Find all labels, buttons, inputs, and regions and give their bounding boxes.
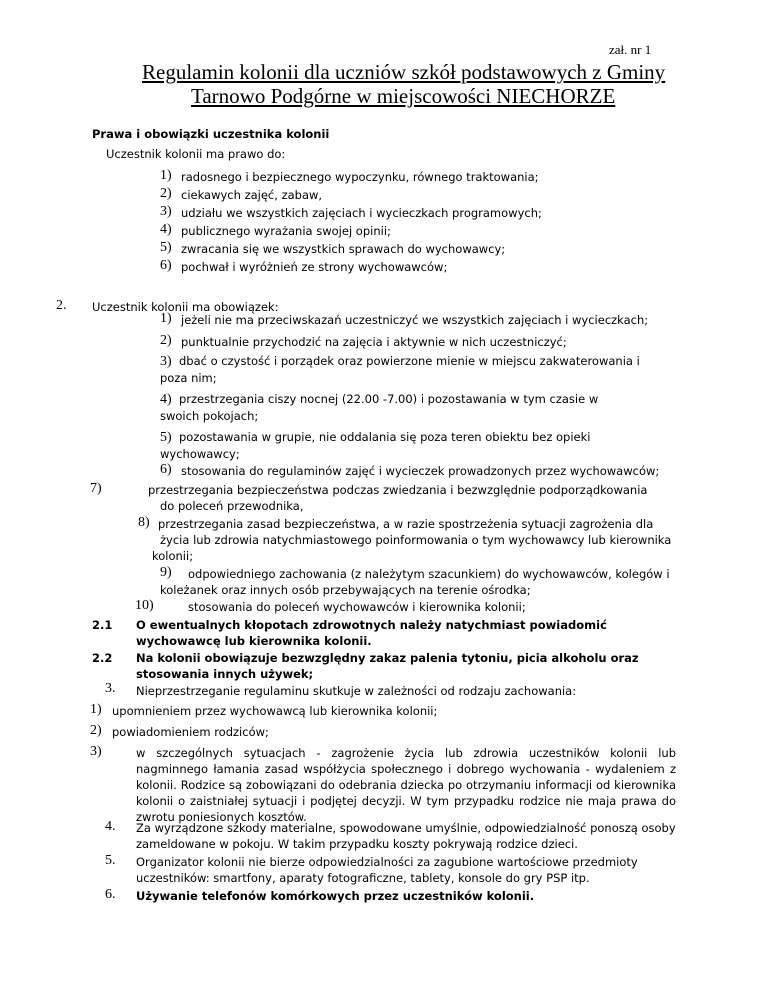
section-number: 2.1 <box>92 618 113 632</box>
list-item <box>160 391 620 425</box>
list-item-continuation: do poleceń przewodnika, <box>160 499 304 513</box>
list-item: punktualnie przychodzić na zajęcia i aktywnie w nich uczestniczyć; <box>181 335 567 349</box>
health-note: O ewentualnych kłopotach zdrowotnych należy natychmiast powiadomić wychowawcę lub kierownika kolonii. <box>136 618 607 648</box>
list-item-text: przestrzegania ciszy nocnej (22.00 -7.00) i pozostawania w tym czasie w swoich pokojach; <box>160 392 599 423</box>
section-number: 3. <box>105 681 116 696</box>
list-item: upomnieniem przez wychowawcą lub kierownika kolonii; <box>112 704 438 718</box>
rights-intro: Uczestnik kolonii ma prawo do: <box>106 147 286 161</box>
list-item-number: 2) <box>90 723 102 738</box>
section-number: 6. <box>105 887 116 902</box>
valuables-note: Organizator kolonii nie bierze odpowiedzialności za zagubione wartościowe przedmioty uczestników: smartfony, aparaty fotograficzne, tablety, konsole do gry PSP itp. <box>136 855 638 885</box>
list-item: jeżeli nie ma przeciwskazań uczestniczyć we wszystkich zajęciach i wycieczkach; <box>181 313 649 327</box>
list-item: stosowania do regulaminów zajęć i wycieczek prowadzonych przez wychowawców; <box>181 464 660 478</box>
list-item-continuation: kolonii; <box>152 549 194 563</box>
list-item-number: 9) <box>160 565 172 580</box>
list-item <box>160 429 620 463</box>
list-item: zwracania się we wszystkich sprawach do wychowawcy; <box>181 242 506 256</box>
list-item: udziału we wszystkich zajęciach i wycieczkach programowych; <box>181 206 542 220</box>
substance-ban-note: Na kolonii obowiązuje bezwzględny zakaz palenia tytoniu, picia alkoholu oraz stosowania innych używek; <box>136 651 639 681</box>
list-item: przestrzegania zasad bezpieczeństwa, a w razie spostrzeżenia sytuacji zagrożenia dla <box>158 517 654 531</box>
list-item: w szczególnych sytuacjach - zagrożenie życia lub zdrowia uczestników kolonii lub nagminnego łamania zasad współżycia społecznego i dobrego wychowania - wydaleniem z kolonii. Rodzice są zobowiązani do odebrania dziecka po otrzymaniu informacji od kierownika kolonii o zaistniałej sytuacji i podjętej decyzji. W tym przypadku rodzice nie maja prawa do zwrotu poniesionych kosztów. <box>136 746 676 824</box>
list-item-number: 4) <box>160 392 172 407</box>
section-number: 4. <box>105 819 116 834</box>
list-item-number: 5) <box>160 430 172 445</box>
list-item: radosnego i bezpiecznego wypoczynku, równego traktowania; <box>181 170 539 184</box>
list-item-number: 3) <box>160 354 172 369</box>
list-item-number: 3) <box>90 744 102 759</box>
list-item: stosowania do poleceń wychowawców i kierownika kolonii; <box>188 600 526 614</box>
attachment-label: zał. nr 1 <box>609 42 652 57</box>
list-item: ciekawych zajęć, zabaw, <box>181 188 323 202</box>
list-item-number: 6) <box>160 258 172 273</box>
section-heading: Prawa i obowiązki uczestnika kolonii <box>92 127 330 141</box>
list-item-number: 1) <box>90 702 102 717</box>
page-title-line-2: Tarnowo Podgórne w miejscowości NIECHORZE <box>191 84 616 108</box>
list-item: powiadomieniem rodziców; <box>112 725 269 739</box>
page-title-line-1: Regulamin kolonii dla uczniów szkół podstawowych z Gminy <box>142 60 666 84</box>
list-item-number: 1) <box>160 168 172 183</box>
list-item-continuation: koleżanek oraz innych osób przebywających na terenie ośrodka; <box>160 583 531 597</box>
penalties-intro: Nieprzestrzeganie regulaminu skutkuje w zależności od rodzaju zachowania: <box>136 684 577 698</box>
list-item-number: 2) <box>160 333 172 348</box>
list-item-text: pozostawania w grupie, nie oddalania się poza teren obiektu bez opieki wychowawcy; <box>160 430 591 461</box>
list-item: pochwał i wyróżnień ze strony wychowawców; <box>181 260 448 274</box>
list-item-text: dbać o czystość i porządek oraz powierzone mienie w miejscu zakwaterowania i poza nim; <box>160 354 640 385</box>
list-item-number: 2) <box>160 186 172 201</box>
list-item-number: 7) <box>90 481 102 496</box>
list-item-number: 10) <box>135 598 154 613</box>
damage-note: Za wyrządzone szkody materialne, spowodowane umyślnie, odpowiedzialność ponoszą osoby zameldowane w pokoju. W takim przypadku koszty pokrywają rodzice dzieci. <box>136 821 676 851</box>
section-number: 2. <box>56 298 67 313</box>
section-number: 2.2 <box>92 651 113 665</box>
list-item-continuation: życia lub zdrowia natychmiastowego poinformowania o tym wychowawcy lub kierownika <box>160 533 672 547</box>
section-number: 5. <box>105 853 116 868</box>
list-item <box>160 353 660 387</box>
duties-intro: Uczestnik kolonii ma obowiązek: <box>92 300 279 314</box>
list-item: przestrzegania bezpieczeństwa podczas zwiedzania i bezwzględnie podporządkowania <box>148 483 648 497</box>
list-item-number: 8) <box>138 515 150 530</box>
phone-note: Używanie telefonów komórkowych przez uczestników kolonii. <box>136 889 535 903</box>
list-item: publicznego wyrażania swojej opinii; <box>181 224 391 238</box>
list-item-number: 5) <box>160 240 172 255</box>
list-item-number: 4) <box>160 222 172 237</box>
list-item-number: 1) <box>160 311 172 326</box>
list-item-number: 3) <box>160 204 172 219</box>
list-item-number: 6) <box>160 462 172 477</box>
list-item: odpowiedniego zachowania (z należytym szacunkiem) do wychowawców, kolegów i <box>188 567 670 581</box>
